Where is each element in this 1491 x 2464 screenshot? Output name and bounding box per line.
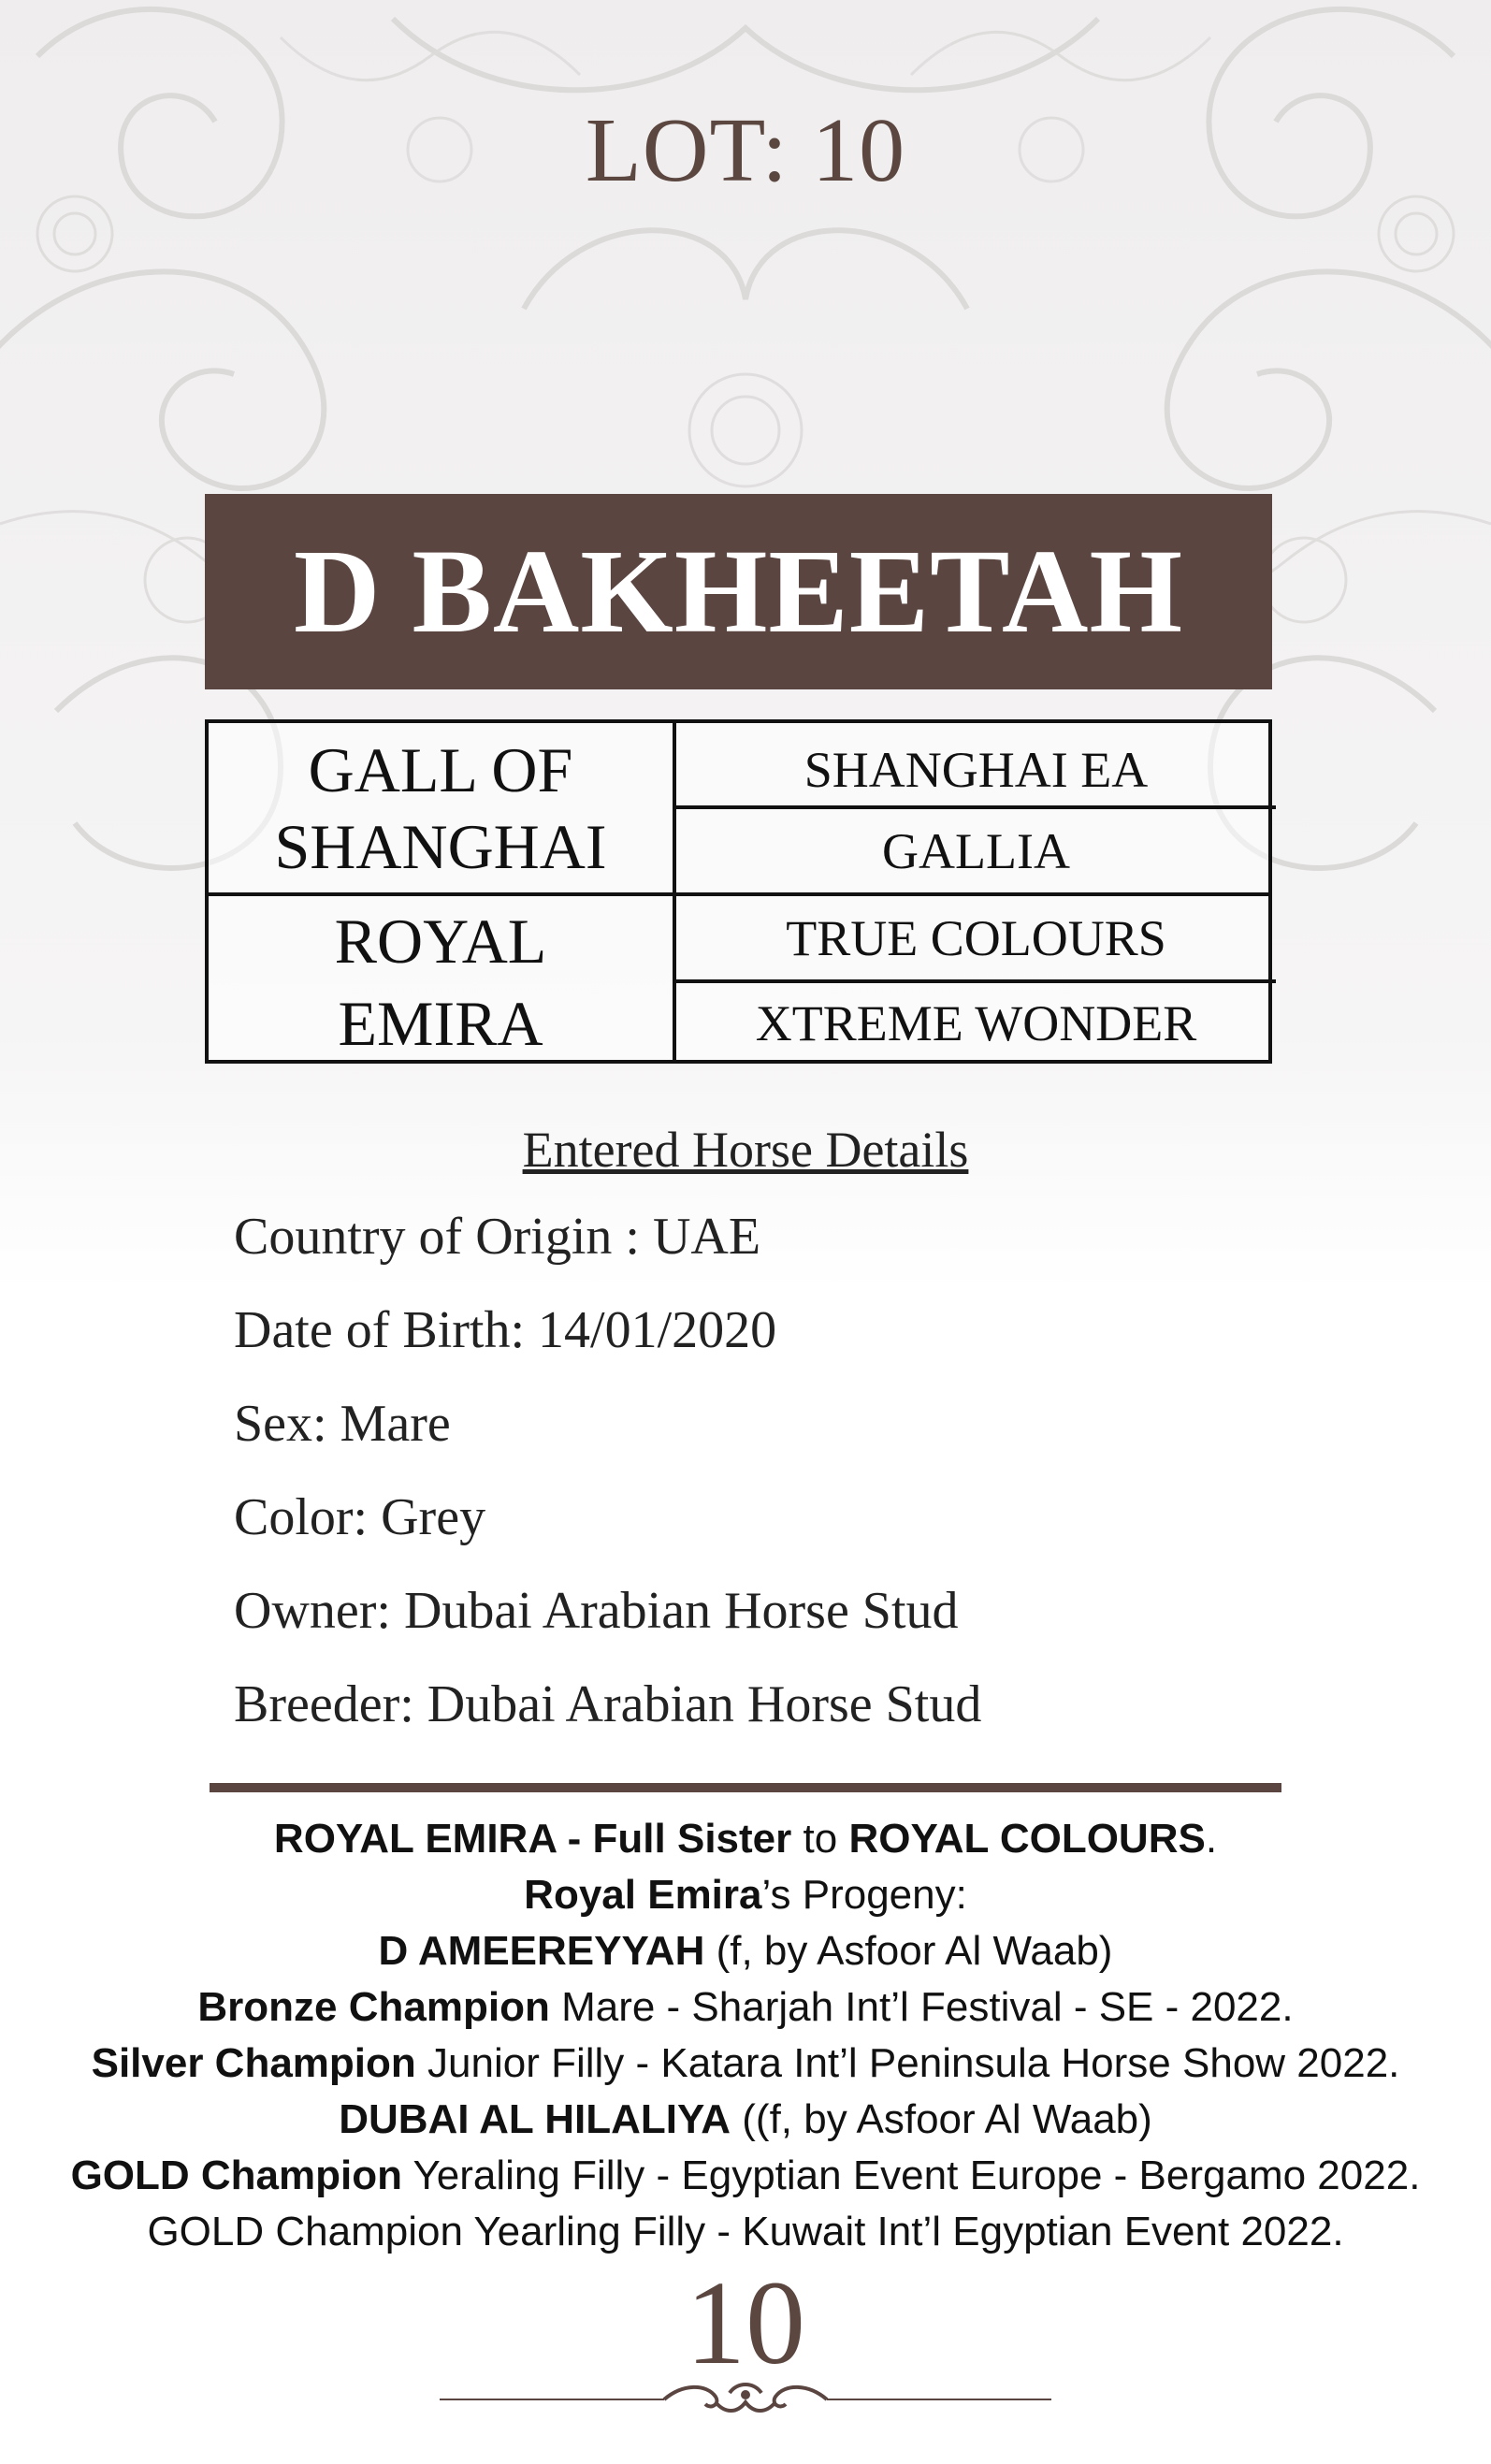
horse-name: D BAKHEETAH — [294, 525, 1183, 658]
pedigree-dam-dam: XTREME WONDER — [755, 995, 1197, 1051]
horse-name-banner — [205, 494, 1272, 689]
note-line: ROYAL EMIRA - Full Sister to ROYAL COLOURS. — [273, 1816, 1218, 1862]
pedigree-table — [205, 719, 1272, 1064]
progeny-notes — [0, 1811, 1491, 2260]
note-line: GOLD Champion Yeraling Filly - Egyptian Event Europe - Bergamo 2022. — [70, 2152, 1421, 2198]
detail-sex: Sex: Mare — [234, 1395, 451, 1453]
section-divider — [210, 1783, 1281, 1792]
note-line: DUBAI AL HILALIYA ((f, by Asfoor Al Waab) — [339, 2096, 1152, 2142]
ornament-divider-icon — [440, 2376, 1051, 2423]
details-title: Entered Horse Details — [522, 1122, 969, 1178]
note-line: Royal Emira’s Progeny: — [524, 1872, 967, 1918]
note-line: GOLD Champion Yearling Filly - Kuwait Int’l Egyptian Event 2022. — [147, 2209, 1344, 2254]
detail-country: Country of Origin : UAE — [234, 1208, 761, 1266]
detail-owner: Owner: Dubai Arabian Horse Stud — [234, 1582, 959, 1640]
lot-number: LOT: 10 — [585, 100, 906, 201]
pedigree-sire-line2: SHANGHAI — [274, 810, 607, 882]
pedigree-dam — [209, 896, 673, 1067]
pedigree-sire — [209, 723, 673, 892]
note-line: Silver Champion Junior Filly - Katara Int’l Peninsula Horse Show 2022. — [91, 2040, 1400, 2086]
page-number: 10 — [686, 2256, 805, 2389]
pedigree-sire-dam: GALLIA — [882, 822, 1070, 879]
pedigree-dam-sire: TRUE COLOURS — [786, 909, 1166, 966]
detail-dob: Date of Birth: 14/01/2020 — [234, 1301, 777, 1359]
pedigree-dam-line1: ROYAL — [334, 905, 547, 977]
pedigree-sire-sire: SHANGHAI EA — [803, 742, 1149, 798]
pedigree-dam-line2: EMIRA — [338, 987, 543, 1059]
detail-breeder: Breeder: Dubai Arabian Horse Stud — [234, 1675, 982, 1733]
detail-color: Color: Grey — [234, 1488, 486, 1546]
pedigree-sire-line1: GALL OF — [308, 733, 573, 805]
note-line: Bronze Champion Mare - Sharjah Int’l Festival - SE - 2022. — [197, 1984, 1294, 2030]
note-line: D AMEEREYYAH (f, by Asfoor Al Waab) — [378, 1928, 1113, 1974]
